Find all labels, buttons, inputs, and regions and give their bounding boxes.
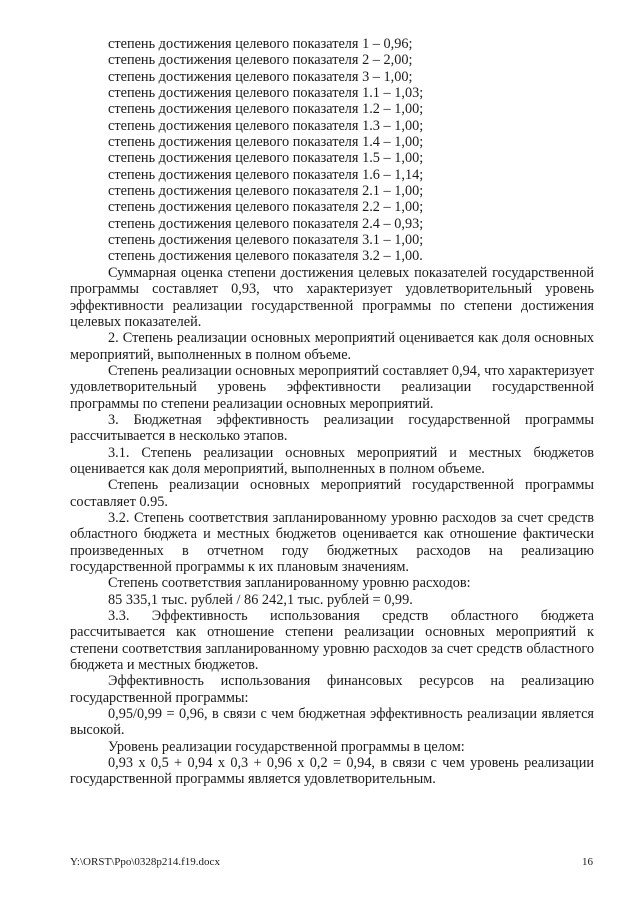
indicator-item: степень достижения целевого показателя 1.2 – 1,00; (108, 101, 424, 118)
paragraph-efficiency: Эффективность использования финансовых ресурсов на реализацию государственной программы: (70, 673, 594, 706)
indicator-item: степень достижения целевого показателя 1 – 0,96; (108, 36, 413, 52)
paragraph-summary: Суммарная оценка степени достижения целевых показателей государственной программы составляет 0,93, что характеризует удовлетворительный уровень эффективности реализации государственной программы по степени достижения целевых показателей. (70, 264, 594, 330)
indicator-item: степень достижения целевого показателя 1.6 – 1,14; (108, 166, 424, 183)
indicator-item: степень достижения целевого показателя 1.5 – 1,00; (108, 150, 424, 167)
indicator-item: степень достижения целевого показателя 1.4 – 1,00; (108, 134, 424, 151)
footer-file-path: Y:\ORST\Ppo\0328p214.f19.docx (70, 856, 220, 868)
indicator-item: степень достижения целевого показателя 3.2 – 1,00. (108, 248, 423, 265)
document-body (70, 36, 594, 788)
paragraph-2: 2. Степень реализации основных мероприятий оценивается как доля основных мероприятий, выполненных в полном объеме. (70, 330, 594, 363)
indicator-item: степень достижения целевого показателя 2.2 – 1,00; (108, 199, 424, 216)
paragraph-3-1: 3.1. Степень реализации основных мероприятий и местных бюджетов оценивается как доля мероприятий, выполненных в полном объеме. (70, 444, 594, 477)
indicator-item: степень достижения целевого показателя 2.4 – 0,93; (108, 215, 424, 232)
indicator-item: степень достижения целевого показателя 2.1 – 1,00; (108, 183, 424, 200)
paragraph-3-3: 3.3. Эффективность использования средств областного бюджета рассчитывается как отношение степени реализации основных мероприятий к степени соответствия запланированному уровню расходов за счет средств областного бюджета и местных бюджетов. (70, 608, 594, 674)
paragraph-3-2: 3.2. Степень соответствия запланированному уровню расходов за счет средств областного бюджета и местных бюджетов оценивается как отношение фактически произведенных в отчетном году бюджетных расходов на реализацию государственной программы к их плановым значениям. (70, 509, 594, 575)
indicator-item: степень достижения целевого показателя 3.1 – 1,00; (108, 232, 424, 249)
paragraph-2-result: Степень реализации основных мероприятий составляет 0,94, что характеризует удовлетворительный уровень эффективности реализации государственной программы по степени реализации основных мероприятий. (70, 362, 594, 412)
indicator-item: степень достижения целевого показателя 2 – 2,00; (108, 52, 413, 69)
indicator-item: степень достижения целевого показателя 1.1 – 1,03; (108, 85, 424, 102)
cost-formula: 85 335,1 тыс. рублей / 86 242,1 тыс. рублей = 0,99. (108, 591, 413, 608)
cost-label: Степень соответствия запланированному уровню расходов: (108, 575, 471, 592)
overall-label: Уровень реализации государственной программы в целом: (108, 738, 465, 755)
paragraph-3-1-result: Степень реализации основных мероприятий государственной программы составляет 0.95. (70, 477, 594, 510)
indicator-item: степень достижения целевого показателя 3 – 1,00; (108, 68, 413, 85)
paragraph-final: 0,93 х 0,5 + 0,94 х 0,3 + 0,96 х 0,2 = 0,94, в связи с чем уровень реализации государственной программы является удовлетворительным. (70, 755, 594, 788)
page-number: 16 (582, 856, 593, 868)
paragraph-3: 3. Бюджетная эффективность реализации государственной программы рассчитывается в несколько этапов. (70, 411, 594, 445)
indicator-item: степень достижения целевого показателя 1.3 – 1,00; (108, 117, 424, 134)
paragraph-efficiency-formula: 0,95/0,99 = 0,96, в связи с чем бюджетная эффективность реализации является высокой. (70, 706, 594, 739)
